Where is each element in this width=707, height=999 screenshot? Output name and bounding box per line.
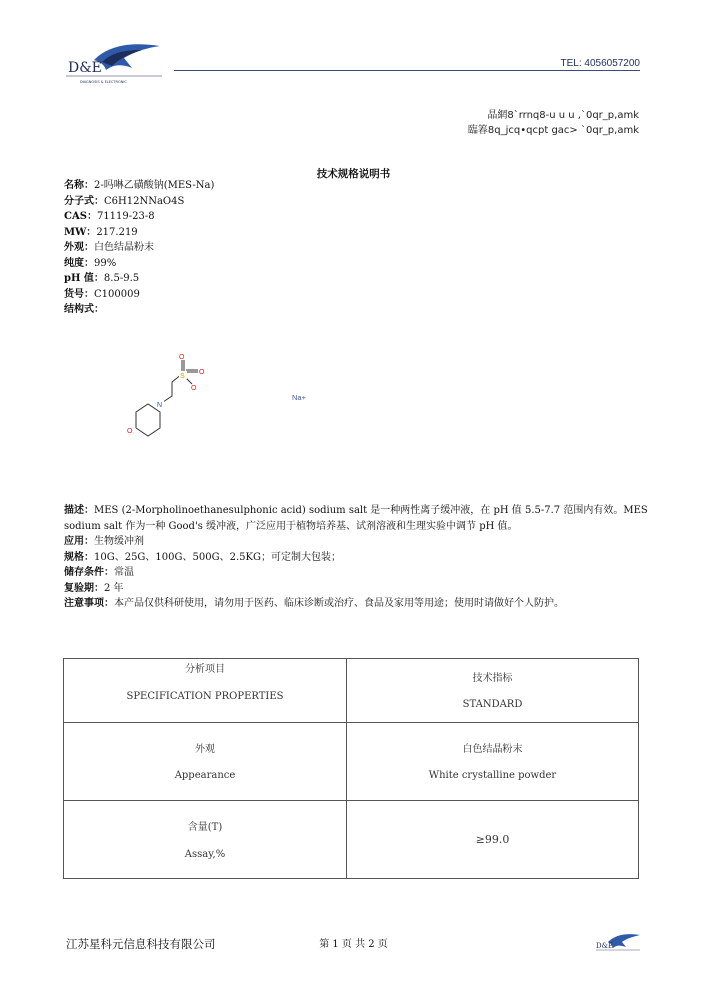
contact-line-2: 臨箺8q_jcq•qcpt gac> `0qr_p,amk (467, 125, 639, 136)
field-value: 217.219 (96, 226, 138, 238)
field-value: C100009 (94, 288, 140, 300)
detail-value: 10G、25G、100G、500G、2.5KG；可定制大包装； (94, 551, 341, 563)
field-value: 白色结晶粉末 (94, 242, 154, 253)
detail-value: 2 年 (104, 582, 124, 594)
footer-logo (594, 932, 644, 956)
standard-cell (347, 801, 639, 879)
field-value: 99% (94, 257, 117, 269)
field-label: pH 值： (64, 273, 104, 284)
telephone: TEL: 4056057200 (560, 58, 640, 69)
header-cell-standard (347, 659, 639, 723)
field-label: MW： (64, 226, 97, 238)
svg-text:O: O (191, 385, 197, 392)
item-cell (64, 801, 347, 879)
item-en: Appearance (174, 770, 236, 781)
detail-row (64, 550, 648, 566)
field-label: 结构式： (64, 304, 104, 315)
header-cell-properties (64, 659, 347, 723)
field-label: CAS： (64, 211, 97, 222)
field-row (64, 194, 654, 210)
field-row (64, 209, 654, 225)
standard-cn: 白色结晶粉末 (462, 744, 523, 755)
field-value: 2-吗啉乙磺酸钠(MES-Na) (94, 180, 215, 191)
standard-value: ≥99.0 (475, 833, 510, 846)
description-text: MES (2-Morpholinoethanesulphonic acid) sodium salt 是一种两性离子缓冲液，在 pH 值 5.5-7.7 范围内有效。MES sodium salt 作为一种 Good's 缓冲液，广泛应用于植物培养基、试剂溶液和生理实验中调节 pH 值。 (64, 505, 648, 532)
detail-label: 规格： (64, 551, 94, 563)
item-cn: 含量(T) (187, 822, 223, 833)
header-cn: 技术指标 (472, 673, 513, 684)
page-number: 第 1 页 共 2 页 (319, 939, 388, 950)
detail-value: 常温 (114, 567, 134, 578)
detail-row (64, 565, 648, 581)
description (64, 503, 648, 534)
field-row (64, 287, 654, 303)
item-cn: 外观 (195, 744, 215, 755)
sodium-ion-label: Na+ (292, 393, 306, 402)
detail-row (64, 596, 648, 612)
description-block (64, 503, 648, 612)
standard-cell (347, 723, 639, 801)
svg-text:S: S (180, 373, 185, 380)
field-label: 纯度： (64, 257, 94, 269)
company-logo (62, 40, 172, 88)
table-header-row (64, 659, 639, 723)
detail-row (64, 534, 648, 550)
svg-text:N: N (157, 402, 163, 409)
field-label: 货号： (64, 288, 94, 300)
header-en: SPECIFICATION PROPERTIES (126, 691, 284, 702)
field-row (64, 302, 654, 318)
logo-brand: D&E (68, 60, 102, 76)
header-en: STANDARD (462, 699, 523, 710)
detail-value: 生物缓冲剂 (94, 536, 144, 547)
item-cell (64, 723, 347, 801)
svg-text:O: O (199, 369, 205, 376)
field-label: 名称： (64, 180, 94, 191)
detail-label: 应用： (64, 536, 94, 547)
structural-formula (120, 340, 230, 450)
contact-line-1: 晶網8`rrnq8-u u u ,`0qr_p,amk (487, 110, 639, 121)
bird-icon (94, 44, 160, 70)
table-row (64, 723, 639, 801)
detail-label: 储存条件： (64, 567, 114, 578)
field-row (64, 256, 654, 272)
detail-label: 注意事项： (64, 598, 114, 609)
item-en: Assay,% (184, 849, 226, 860)
field-row (64, 178, 654, 194)
detail-row (64, 581, 648, 597)
svg-text:O: O (127, 428, 133, 435)
detail-label: 复验期： (64, 582, 104, 594)
standard-en: White crystalline powder (428, 770, 557, 781)
product-fields (64, 178, 654, 318)
table-row (64, 801, 639, 879)
field-value: 8.5-9.5 (103, 273, 140, 284)
field-row (64, 225, 654, 241)
header-divider (174, 70, 640, 71)
specification-table (63, 658, 639, 879)
description-label: 描述： (64, 505, 94, 516)
field-row (64, 240, 654, 256)
field-label: 分子式： (64, 195, 104, 207)
footer-logo-brand: D&E (596, 942, 613, 950)
field-value: C6H12NNaO4S (104, 195, 185, 207)
field-label: 外观： (64, 242, 94, 253)
svg-text:O: O (179, 354, 185, 361)
document-title: 技术规格说明书 (316, 168, 391, 180)
detail-value: 本产品仅供科研使用，请勿用于医药、临床诊断或治疗、食品及家用等用途；使用时请做好个人防护。 (114, 598, 564, 609)
logo-tagline: DIAGNOSIS & ELECTRONIC (80, 80, 127, 84)
header-cn: 分析项目 (185, 664, 225, 675)
field-row (64, 271, 654, 287)
field-value: 71119-23-8 (96, 211, 155, 222)
footer-company: 江苏星科元信息科技有限公司 (66, 937, 216, 951)
